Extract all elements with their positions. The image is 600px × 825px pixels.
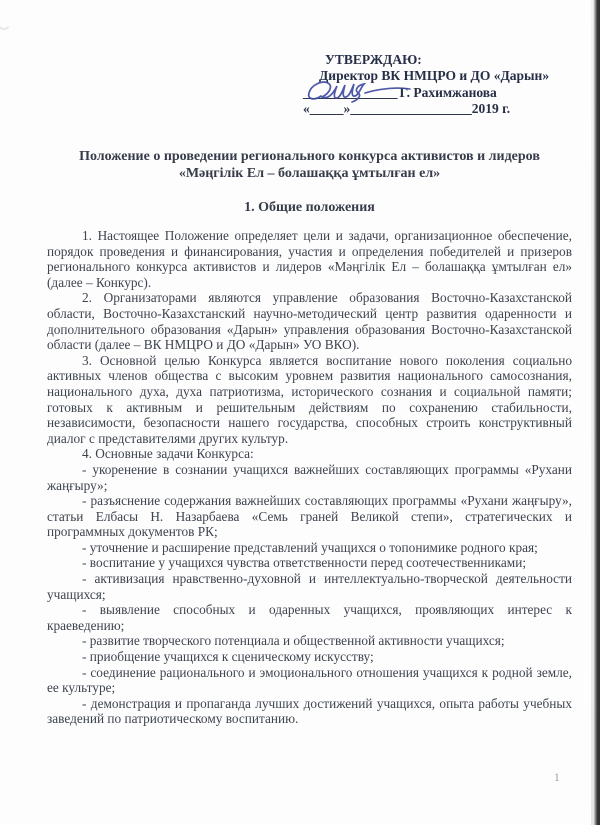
task-item-7: - развитие творческого потенциала и общественной активности учащихся; — [82, 633, 505, 649]
task-item-10: - демонстрация и пропаганда лучших достижений учащихся, опыта работы учебных заведений по патриотическому воспитанию. — [47, 695, 572, 727]
document-title — [47, 148, 572, 182]
document-title-line1: Положение о проведении регионального конкурса активистов и лидеров — [79, 149, 540, 164]
document-title-line2: «Мәңгілік Ел – болашаққа ұмтылған ел» — [178, 166, 441, 181]
approval-block — [303, 52, 583, 118]
section-heading: 1. Общие положения — [244, 200, 375, 215]
task-item-6: - выявление способных и одаренных учащихся, проявляющих интерес к краеведению; — [47, 602, 572, 633]
scan-edge — [593, 0, 600, 825]
paragraph-3: 3. Основной целью Конкурса является воспитание нового поколения социально активных членов общества с высоким уровнем развития национального самосознания, национального духа, духа патриотизма, исторического сознания и социальной памяти; готовых к активным и решительным действиям по сохранению стабильности, независимости, безопасности нашего государства, способных строить конструктивный диалог с представителями других культур. — [47, 352, 572, 446]
task-item-4: - воспитание у учащихся чувства ответственности перед соотечественниками; — [82, 555, 527, 571]
task-item-1: - укоренение в сознании учащихся важнейших составляющих программы «Рухани жаңғыру»; — [47, 461, 572, 493]
task-item-3: - уточнение и расширение представлений учащихся о топонимике родного края; — [82, 539, 538, 555]
paragraph-4: 4. Основные задачи Конкурса: — [82, 446, 254, 462]
signature-row — [303, 85, 583, 101]
signatory-name: Г. Рахимжанова — [399, 84, 497, 100]
date-line: «_____»__________________2019 г. — [303, 101, 511, 117]
scan-smudge — [0, 10, 12, 30]
approval-director-line: Директор ВК НМЦРО и ДО «Дарын» — [319, 68, 550, 84]
task-item-2: - разъяснение содержания важнейших составляющих программы «Рухани жаңғыру», статьи Елбасы Н. Назарбаева «Семь граней Великой степи», стратегических и программных документов РК; — [47, 493, 572, 540]
paragraph-2: 2. Организаторами являются управление образования Восточно-Казахстанской области, Восточно-Казахстанский научно-методический центр развития одаренности и дополнительного образования «Дарын» управления образования Восточно-Казахстанской области (далее – ВК НМЦРО и ДО «Дарын» УО ВКО). — [47, 290, 572, 353]
signature-underline: ______________ — [303, 84, 398, 100]
document-body — [47, 228, 572, 727]
page-number: 1 — [554, 772, 560, 784]
paragraph-1: 1. Настоящее Положение определяет цели и задачи, организационное обеспечение, порядок проведения и финансирования, участия и определения победителей и призеров регионального конкурса активистов и лидеров «Мәңгілік Ел – болашаққа ұмтылған ел» (далее – Конкурс). — [47, 228, 572, 290]
approval-label: УТВЕРЖДАЮ: — [325, 52, 422, 67]
task-item-9: - соединение рационального и эмоционального отношения учащихся к родной земле, ее культуре; — [47, 664, 572, 696]
document-content — [47, 148, 572, 727]
task-item-8: - приобщение учащихся к сценическому искусству; — [82, 649, 374, 665]
task-item-5: - активизация нравственно-духовной и интеллектуально-творческой деятельности учащихся; — [47, 571, 572, 602]
